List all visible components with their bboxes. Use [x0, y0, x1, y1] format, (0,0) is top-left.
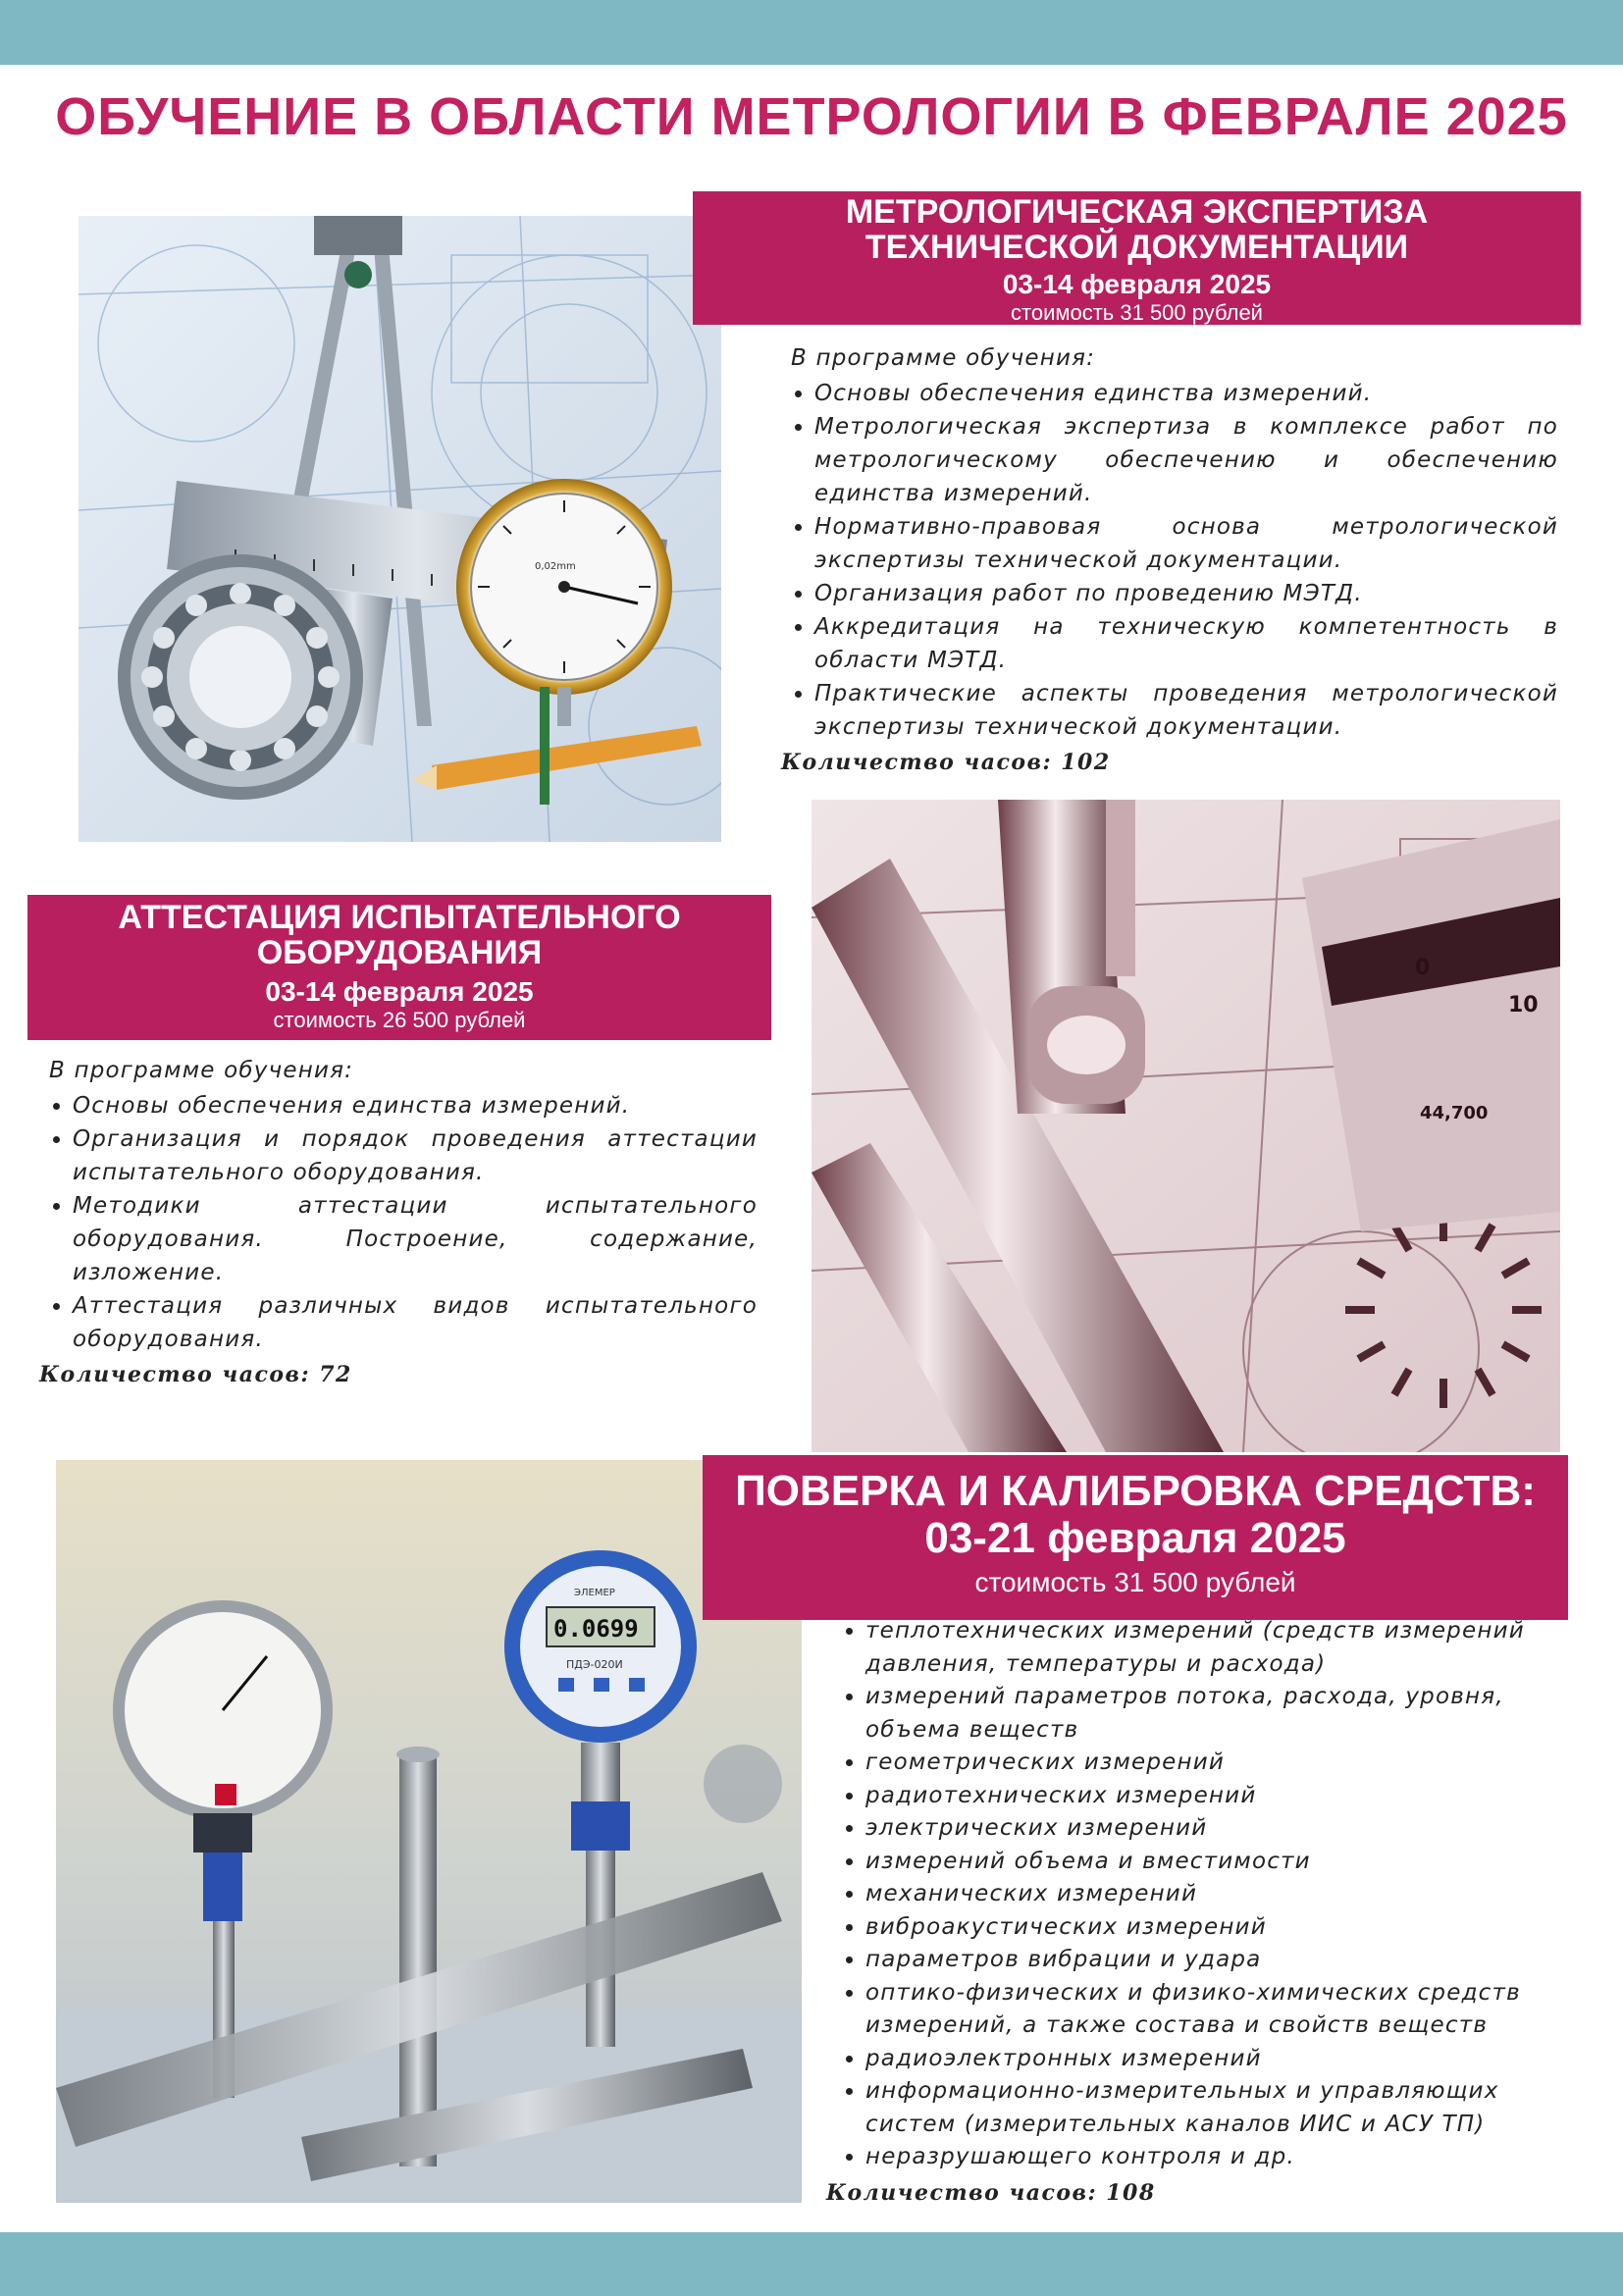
course1-program	[781, 345, 1558, 775]
course2-dates: 03-14 февраля 2025	[265, 976, 534, 1008]
list-item: • параметров вибрации и удара	[865, 1944, 1535, 1977]
list-item: • неразрушающего контроля и др.	[865, 2141, 1535, 2174]
photo-rods-caliper	[812, 800, 1560, 1452]
gauge-brand-label: ЭЛЕМЕР	[574, 1588, 615, 1598]
list-item: • Основы обеспечения единства измерений.	[814, 377, 1558, 410]
course3-list	[826, 1615, 1535, 2174]
list-item: • Метрологическая экспертиза в комплексе работ по метрологическому обеспечению и обеспечению единства измерений.	[814, 410, 1558, 510]
course3-banner	[703, 1455, 1568, 1620]
list-item: • виброакустических измерений	[865, 1911, 1535, 1945]
list-item: • измерений параметров потока, расхода, уровня, объема веществ	[865, 1681, 1535, 1747]
list-item: • измерений объема и вместимости	[865, 1846, 1535, 1879]
course1-title-line1: МЕТРОЛОГИЧЕСКАЯ ЭКСПЕРТИЗА	[845, 193, 1429, 231]
course1-hours: Количество часов: 102	[781, 750, 1111, 775]
list-item: • механических измерений	[865, 1878, 1535, 1911]
list-item: • радиотехнических измерений	[865, 1780, 1535, 1813]
course2-hours: Количество часов: 72	[39, 1362, 352, 1387]
course2-intro: В программе обучения:	[49, 1058, 354, 1083]
course1-title-line2: ТЕХНИЧЕСКОЙ ДОКУМЕНТАЦИИ	[864, 228, 1409, 266]
course3-program	[826, 1615, 1535, 2206]
course1-intro: В программе обучения:	[791, 345, 1096, 371]
course3-dates: 03-21 февраля 2025	[924, 1514, 1346, 1563]
course2-list	[39, 1089, 758, 1356]
list-item: • Аттестация различных видов испытательного оборудования.	[73, 1289, 758, 1356]
list-item: • теплотехнических измерений (средств измерений давления, температуры и расхода)	[865, 1615, 1535, 1681]
scale-label-10: 10	[1508, 993, 1539, 1018]
photo-caliper-bearing	[79, 216, 721, 842]
bottom-stripe	[0, 2232, 1623, 2296]
course1-list	[781, 377, 1558, 744]
course3-hours: Количество часов: 108	[826, 2179, 1156, 2206]
course1-price: стоимость 31 500 рублей	[1011, 300, 1263, 326]
dial-label-text: 0,02mm	[535, 561, 576, 572]
list-item: • Методики аттестации испытательного оборудования. Построение, содержание, изложение.	[73, 1189, 758, 1289]
course1-banner	[693, 191, 1581, 325]
top-stripe	[0, 0, 1623, 65]
list-item: • Аккредитация на техническую компетентность в области МЭТД.	[814, 610, 1558, 677]
page-title: ОБУЧЕНИЕ В ОБЛАСТИ МЕТРОЛОГИИ В ФЕВРАЛЕ 2025	[55, 87, 1568, 146]
course1-dates: 03-14 февраля 2025	[1002, 269, 1272, 300]
list-item: • Основы обеспечения единства измерений.	[73, 1089, 758, 1122]
list-item: • Нормативно-правовая основа метрологической экспертизы технической документации.	[814, 510, 1558, 577]
list-item: • Организация и порядок проведения аттестации испытательного оборудования.	[73, 1122, 758, 1189]
course2-title-line1: АТТЕСТАЦИЯ ИСПЫТАТЕЛЬНОГО	[118, 899, 681, 936]
list-item: • электрических измерений	[865, 1812, 1535, 1846]
course2-price: стоимость 26 500 рублей	[273, 1008, 526, 1033]
list-item: • информационно-измерительных и управляющих систем (измерительных каналов ИИС и АСУ ТП)	[865, 2075, 1535, 2141]
course2-title-line2: ОБОРУДОВАНИЯ	[256, 933, 543, 971]
list-item: • геометрических измерений	[865, 1747, 1535, 1780]
gauge-display-value: 0.0699	[553, 1615, 639, 1643]
scale-label-0: 0	[1415, 956, 1431, 980]
course3-title: ПОВЕРКА И КАЛИБРОВКА СРЕДСТВ:	[735, 1467, 1536, 1515]
list-item: • Практические аспекты проведения метрологической экспертизы технической документации.	[814, 677, 1558, 744]
course3-price: стоимость 31 500 рублей	[974, 1567, 1296, 1598]
course2-program	[39, 1058, 758, 1387]
gauge-model-label: ПДЭ-020И	[566, 1658, 623, 1671]
dimension-label: 44,700	[1420, 1103, 1489, 1123]
list-item: • Организация работ по проведению МЭТД.	[814, 577, 1558, 610]
course2-banner	[27, 895, 771, 1040]
list-item: • оптико-физических и физико-химических средств измерений, а также состава и свойств веществ	[865, 1977, 1535, 2043]
list-item: • радиоэлектронных измерений	[865, 2043, 1535, 2076]
photo-pressure-gauges	[56, 1460, 802, 2203]
